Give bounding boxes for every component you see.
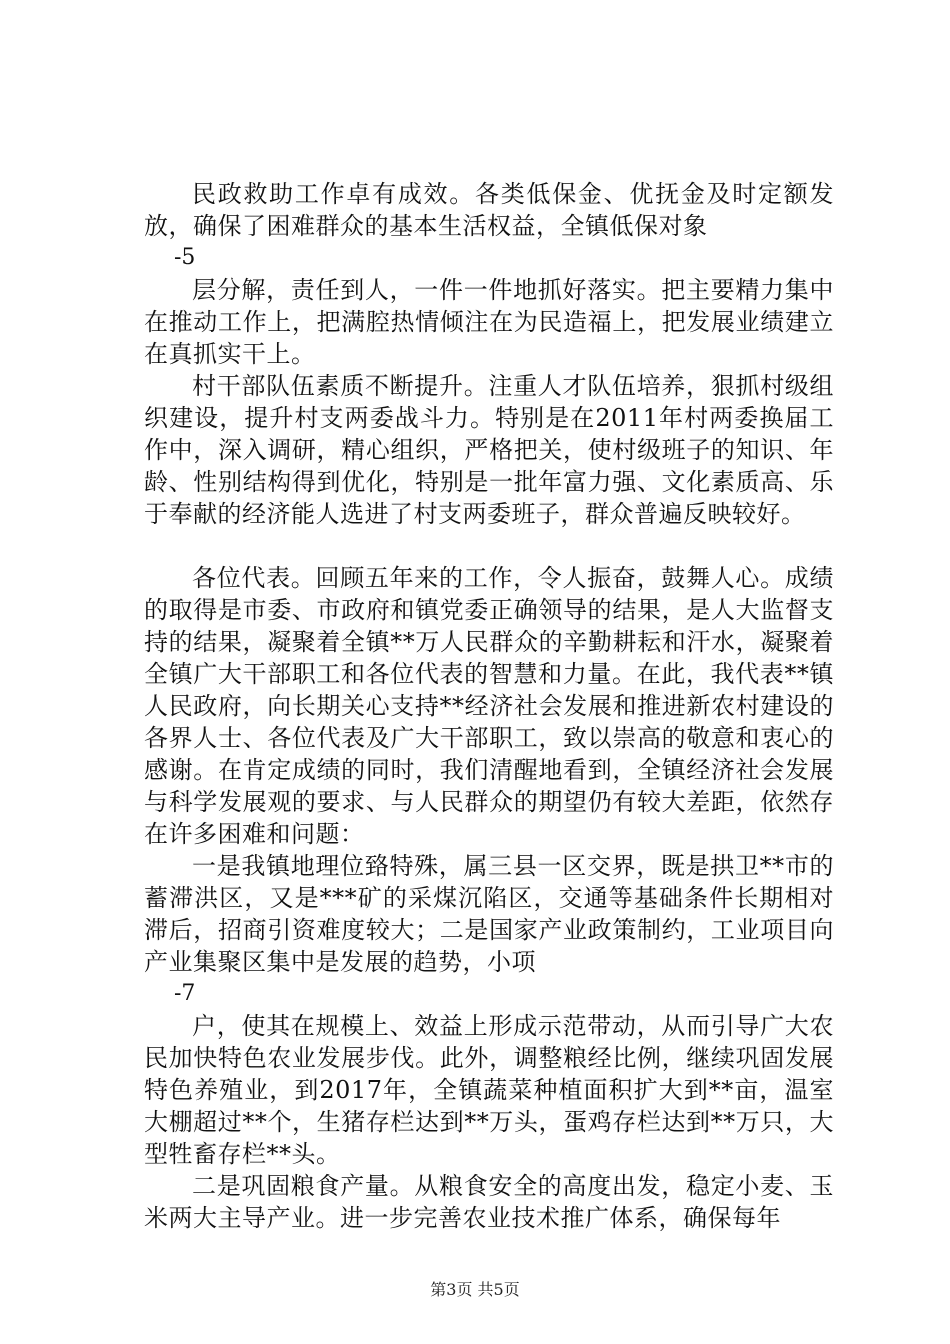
paragraph-civil-affairs: 民政救助工作卓有成效。各类低保金、优抚金及时定额发放，确保了困难群众的基本生活权益，全镇低保对象 bbox=[144, 180, 834, 240]
page-break-marker: -7 bbox=[174, 981, 196, 1006]
paragraph-grain-output: 二是巩固粮食产量。从粮食安全的高度出发，稳定小麦、玉米两大主导产业。进一步完善农业技术推广体系，确保每年 bbox=[144, 1172, 834, 1232]
document-body bbox=[144, 178, 834, 1234]
page-footer: 第3页 共5页 bbox=[430, 1280, 520, 1299]
paragraph-problem-one: 一是我镇地理位臵特殊，属三县一区交界，既是拱卫**市的蓄滞洪区，又是***矿的采煤沉陷区，交通等基础条件长期相对滞后，招商引资难度较大；二是国家产业政策制约，工业项目向产业集聚区集中是发展的趋势，小项 bbox=[144, 852, 834, 976]
paragraph-gap bbox=[144, 530, 834, 562]
paragraph-specialty-agriculture: 户，使其在规模上、效益上形成示范带动，从而引导广大农民加快特色农业发展步伐。此外，调整粮经比例，继续巩固发展特色养殖业，到2017年，全镇蔬菜种植面积扩大到**亩，温室大棚超过**个，生猪存栏达到**万头，蛋鸡存栏达到**万只，大型牲畜存栏**头。 bbox=[144, 1012, 834, 1168]
paragraph-village-cadres: 村干部队伍素质不断提升。注重人才队伍培养，狠抓村级组织建设，提升村支两委战斗力。特别是在2011年村两委换届工作中，深入调研，精心组织，严格把关，使村级班子的知识、年龄、性别结构得到优化，特别是一批年富力强、文化素质高、乐于奉献的经济能人选进了村支两委班子，群众普遍反映较好。 bbox=[144, 372, 834, 528]
paragraph-responsibility: 层分解，责任到人，一件一件地抓好落实。把主要精力集中在推动工作上，把满腔热情倾注在为民造福上，把发展业绩建立在真抓实干上。 bbox=[144, 276, 834, 368]
page-break-marker: -5 bbox=[174, 245, 196, 270]
paragraph-representatives: 各位代表。回顾五年来的工作，令人振奋，鼓舞人心。成绩的取得是市委、市政府和镇党委正确领导的结果，是人大监督支持的结果，凝聚着全镇**万人民群众的辛勤耕耘和汗水，凝聚着全镇广大干部职工和各位代表的智慧和力量。在此，我代表**镇人民政府，向长期关心支持**经济社会发展和推进新农村建设的各界人士、各位代表及广大干部职工，致以崇高的敬意和衷心的感谢。在肯定成绩的同时，我们清醒地看到，全镇经济社会发展与科学发展观的要求、与人民群众的期望仍有较大差距，依然存在许多困难和问题： bbox=[144, 564, 834, 848]
